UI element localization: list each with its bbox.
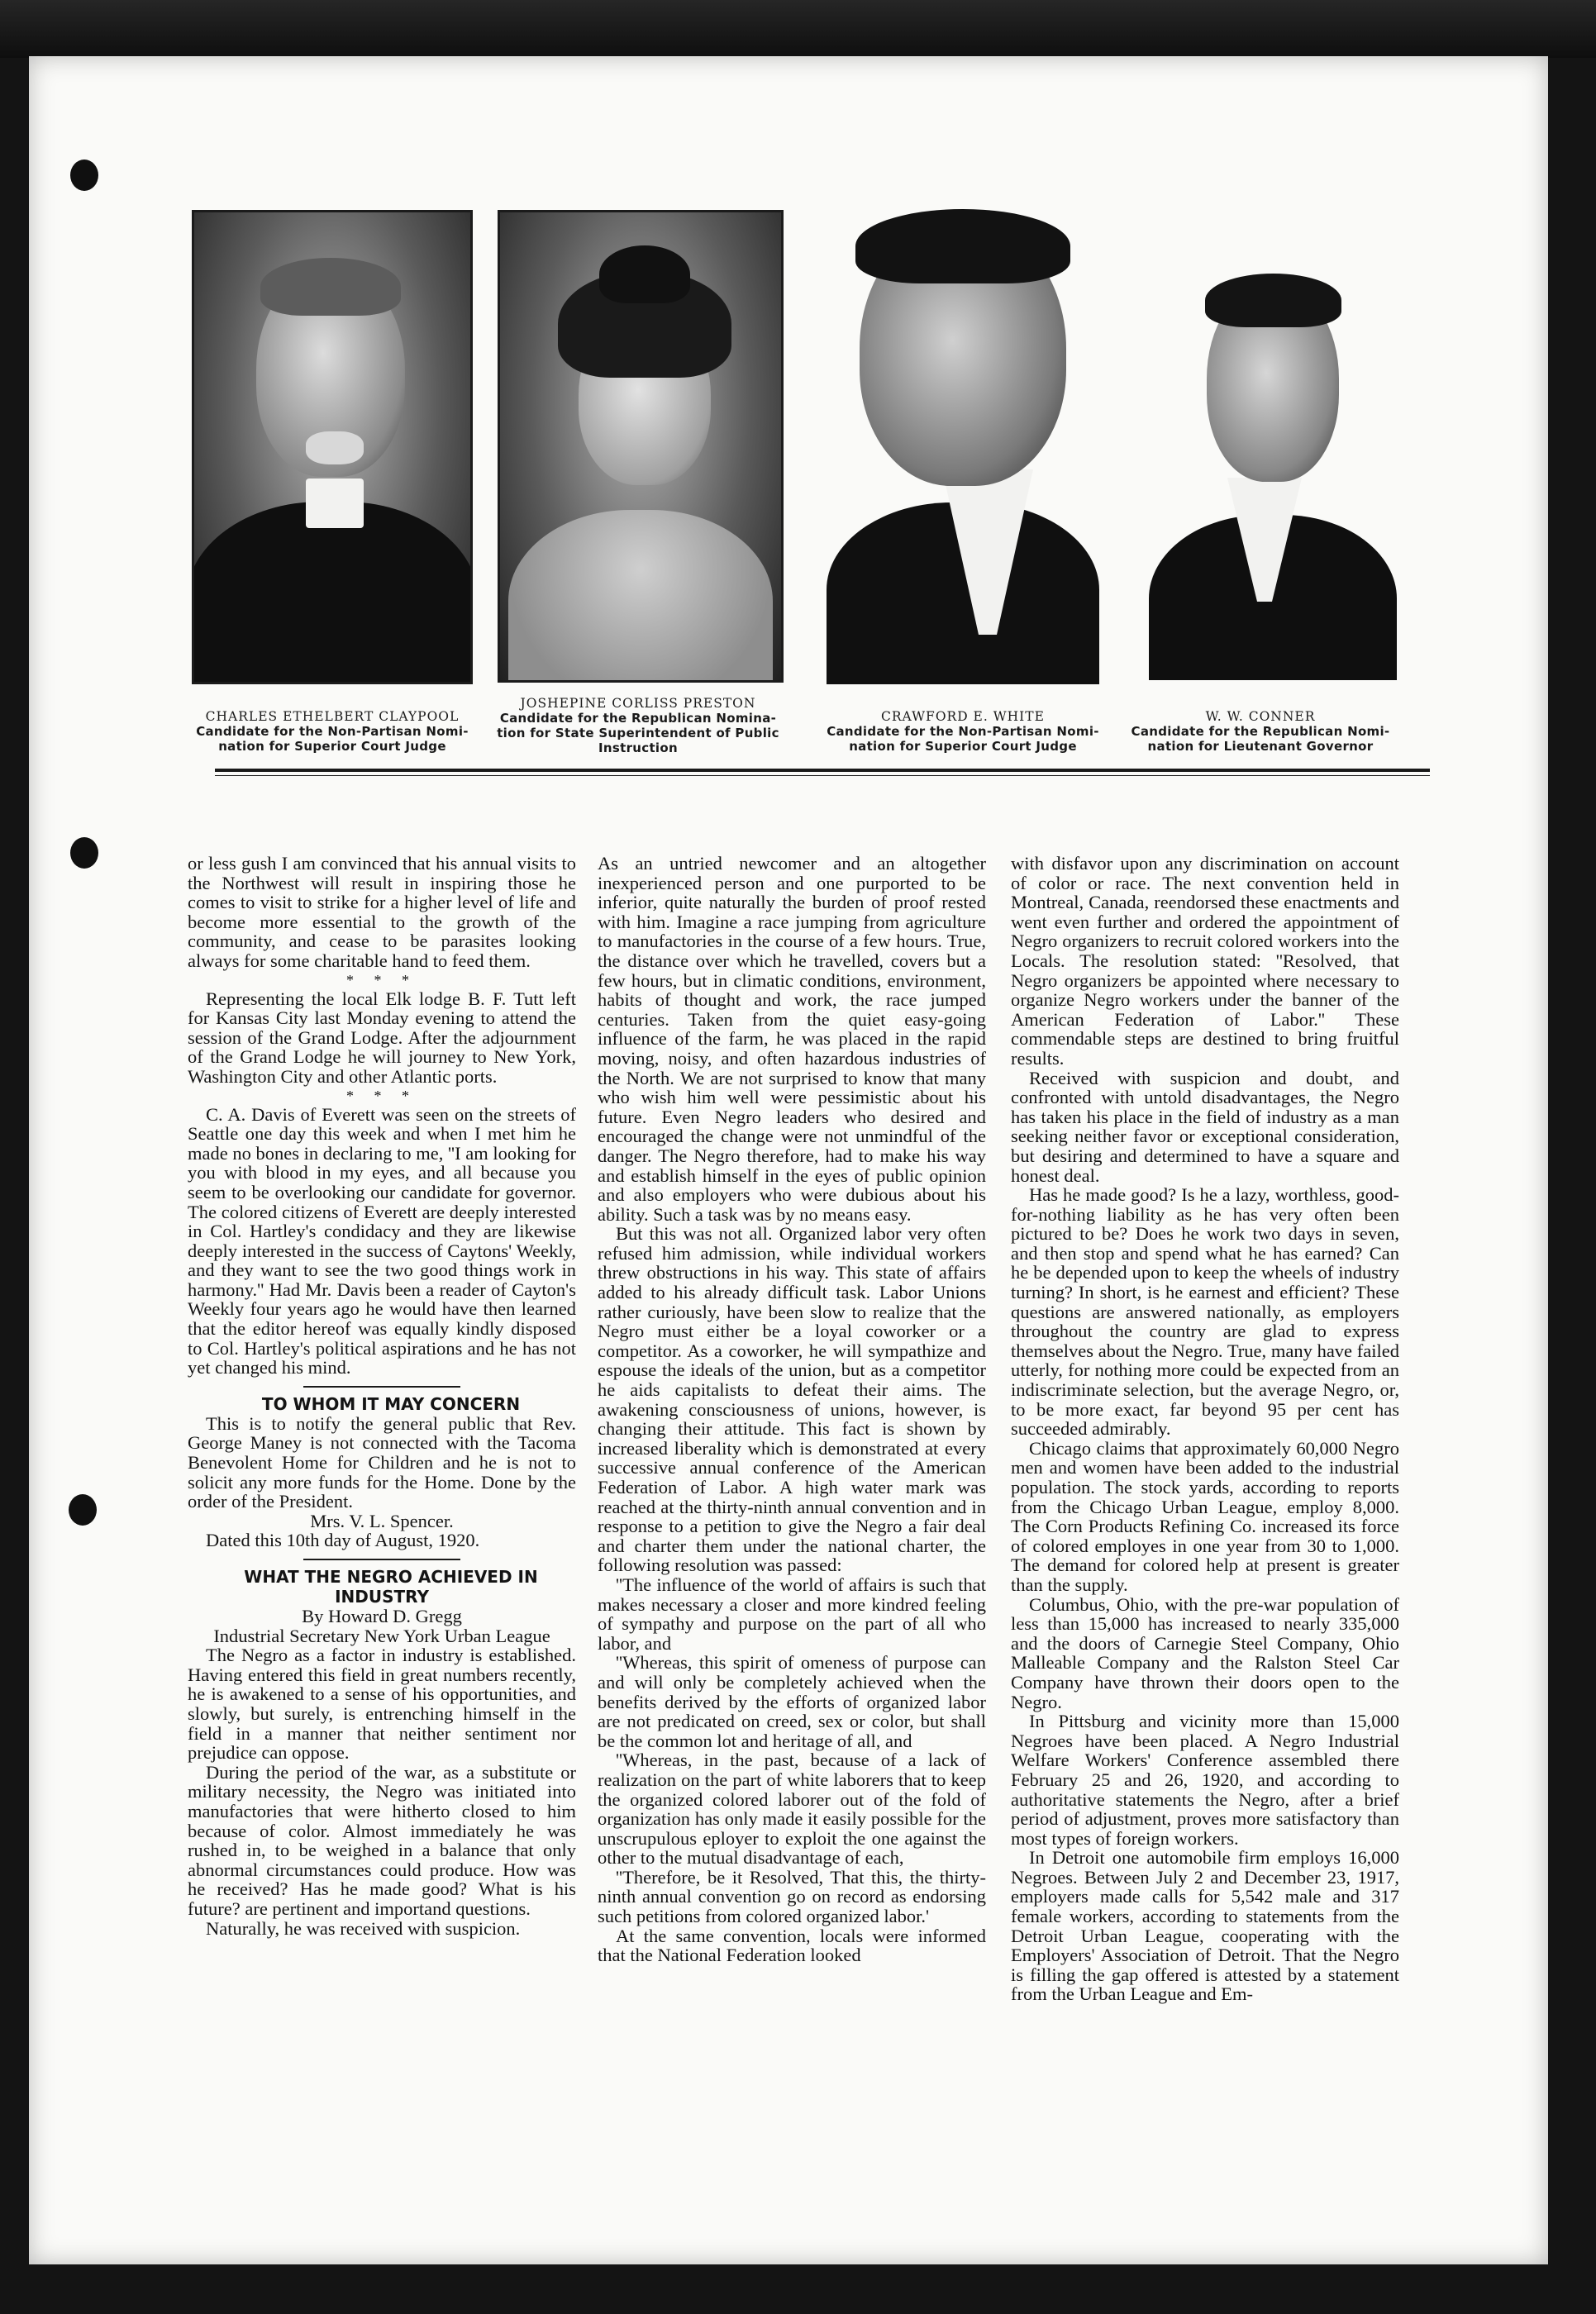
byline: By Howard D. Gregg bbox=[302, 1606, 462, 1626]
portrait-name: CRAWFORD E. WHITE bbox=[881, 709, 1045, 724]
section-divider bbox=[215, 775, 1430, 776]
paragraph: Representing the local Elk lodge B. F. Tutt left for Kansas City last Monday evening to attend the session of the Grand Lodge. After the adjournment of the Grand Lodge he will journey to New York, Washington City and other Atlantic ports. bbox=[188, 988, 576, 1087]
section-separator: * * * bbox=[346, 1087, 417, 1104]
portrait-description: Candidate for the Republican Nomi- nation for Lieutenant Governor bbox=[1131, 724, 1390, 754]
portrait-photo-conner bbox=[1141, 267, 1405, 680]
newspaper-page bbox=[29, 56, 1548, 2264]
byline-title: Industrial Secretary New York Urban League bbox=[213, 1625, 550, 1646]
paragraph: Chicago claims that approximately 60,000 Negro men and women have been added to the industrial population. The stock yards, according to reports from the Chicago Urban League, employ 8,000. The Corn Products Refining Co. increased its force of colored employes in one year from 30 to 1,000. The demand for colored help at present is greater than the supply. bbox=[1011, 1437, 1399, 1595]
scan-border-top bbox=[0, 0, 1596, 58]
binder-hole bbox=[70, 837, 98, 869]
portrait-name: JOSHEPINE CORLISS PRESTON bbox=[520, 696, 756, 711]
portrait-description: Candidate for the Non-Partisan Nomi- nation for Superior Court Judge bbox=[827, 724, 1099, 754]
paragraph: This is to notify the general public that Rev. George Maney is not connected with the Tacoma Benevolent Home for Children and he is not to solicit any more funds for the Home. Done by the order of the President. bbox=[188, 1412, 576, 1512]
paragraph: At the same convention, locals were informed that the National Federation looked bbox=[598, 1925, 986, 1966]
text-column-3 bbox=[1011, 854, 1399, 2004]
portrait-name: CHARLES ETHELBERT CLAYPOOL bbox=[205, 709, 460, 724]
portrait-caption bbox=[183, 709, 481, 754]
paragraph: with disfavor upon any discrimination on account of color or race. The next convention held in Montreal, Canada, reendorsed these enactments and went even further and ordered the appointment of Negro organizers to recruit colored workers into the Locals. The resolution stated: ''Resolved, that Negro organizers be appointed where necessary to organize Negro workers under the banner of the American Federation of Labor.'' These commendable steps are destined to bring fruitful results. bbox=[1011, 853, 1399, 1069]
portrait-name: W. W. CONNER bbox=[1205, 709, 1316, 724]
paragraph: ''Whereas, this spirit of omeness of purpose can and will only be completely achieved when the benefits derived by the efforts of organized labor are not predicated on creed, sex or color, but shall be the common lot and heritage of all, and bbox=[598, 1652, 986, 1751]
article-heading: WHAT THE NEGRO ACHIEVED IN INDUSTRY bbox=[244, 1567, 538, 1607]
paragraph: The Negro as a factor in industry is established. Having entered this field in great numbers recently, he is awakened to a sense of his opportunities, and slowly, but surely, is entrenching himself in the field in a manner that neither sentiment nor prejudice can oppose. bbox=[188, 1645, 576, 1764]
portrait-description: Candidate for the Non-Partisan Nomi- nation for Superior Court Judge bbox=[196, 724, 469, 754]
paragraph: During the period of the war, as a substitute or military necessity, the Negro was initiated into manufactories that were hitherto closed to him because of color. Almost immediately he was rushed in, to be weighed in a balance that only abnormal circumstances could produce. How was he received? Has he made good? What is his future? are pertinent and importand questions. bbox=[188, 1761, 576, 1919]
portrait-photo-claypool bbox=[192, 210, 473, 684]
paragraph: As an untried newcomer and an altogether inexperienced person and one purported to be inferior, quite naturally the burden of proof rested with him. Imagine a race jumping from agriculture to manufactories in the course of a few hours. True, the distance over which he travelled, covers but a few hours, but in climatic conditions, environment, habits of thought and work, the race jumped centuries. Taken from the quiet easy-going influence of the farm, he was placed in the rapid moving, noisy, and often hazardous industries of the North. We are not surprised to know that many who wish him well were pessimistic about his future. Even Negro leaders who desired and encouraged the change were not unmindful of the danger. The Negro therefore, had to make his way and establish himself in the eyes of public opinion and also employers who were dubious about his ability. Such a task was by no means easy. bbox=[598, 853, 986, 1225]
portrait-description: Candidate for the Republican Nomina- tion for State Superintendent of Public Instruction bbox=[497, 711, 779, 755]
binder-hole bbox=[69, 1494, 97, 1526]
paragraph: ''The influence of the world of affairs is such that makes necessary a closer and more kindred feeling of sympathy and purpose on the part of all who labor, and bbox=[598, 1574, 986, 1654]
paragraph: C. A. Davis of Everett was seen on the streets of Seattle one day this week and when I met him he made no bones in declaring to me, ''I am looking for you with blood in my eyes, and all because you seem to be overlooking our candidate for governor. The colored citizens of Everett are deeply interested in Col. Hartley's condidacy and they are likewise deeply interested in the success of Caytons' Weekly, and they want to see the two good things work in harmony.'' Had Mr. Davis been a reader of Cayton's Weekly four years ago he would have then learned that the editor hereof was equally kindly disposed to Col. Hartley's political aspirations and he has not yet changed his mind. bbox=[188, 1103, 576, 1378]
paragraph: In Detroit one automobile firm employs 16,000 Negroes. Between July 2 and December 23, 1917, employers made calls for 5,542 male and 317 female workers, according to statements from the Detroit Urban League, cooperating with the Employers' Association of Detroit. That the Negro is filling the gap offered is attested by a statement from the Urban League and Em- bbox=[1011, 1847, 1399, 2005]
paragraph: In Pittsburg and vicinity more than 15,000 Negroes have been placed. A Negro Industrial Welfare Workers' Conference assembled there February 25 and 26, 1920, and according to authoritative statements the Negro, after a brief period of adjustment, proves more satisfactory than most types of foreign workers. bbox=[1011, 1711, 1399, 1849]
paragraph: Has he made good? Is he a lazy, worthless, good-for-nothing liability as he has very often been pictured to be? Does he work two days in seven, and then stop and spend what he has earned? Can he be depended upon to keep the wheels of industry turning? In short, is he earnest and efficient? These questions are answered nationally, as employers throughout the country are glad to express themselves about the Negro. True, many have failed utterly, for nothing more could be expected from an indiscriminate selection, but the average Negro, or, to be more exact, far beyond 95 per cent has succeeded admirably. bbox=[1011, 1184, 1399, 1440]
section-divider bbox=[215, 769, 1430, 772]
portrait-photo-white bbox=[818, 205, 1116, 684]
notice-signature: Mrs. V. L. Spencer. bbox=[310, 1510, 454, 1531]
paragraph: or less gush I am convinced that his annual visits to the Northwest will result in inspiring those he comes to visit to strike for a higher level of life and become more essential to the growth of the community, and cease to be parasites looking always for some charitable hand to feed them. bbox=[188, 853, 576, 971]
paragraph: ''Therefore, be it Resolved, That this, the thirty-ninth annual convention go on record as endorsing such petitions from colored organized labor.' bbox=[598, 1866, 986, 1927]
binder-hole bbox=[70, 160, 98, 191]
text-column-1 bbox=[188, 854, 576, 1938]
paragraph: Received with suspicion and doubt, and confronted with untold disadvantages, the Negro has taken his place in the field of industry as a man seeking neither favor or exceptional consideration, but desiring and determined to have a square and honest deal. bbox=[1011, 1067, 1399, 1186]
paragraph: Columbus, Ohio, with the pre-war population of less than 15,000 has increased to nearly 335,000 and the doors of Carnegie Steel Company, Ohio Malleable Company and the Ralston Steel Car Company have thrown their doors open to the Negro. bbox=[1011, 1593, 1399, 1712]
notice-heading: TO WHOM IT MAY CONCERN bbox=[261, 1393, 521, 1414]
portrait-caption bbox=[489, 696, 787, 755]
notice-date: Dated this 10th day of August, 1920. bbox=[206, 1530, 480, 1551]
paragraph: But this was not all. Organized labor very often refused him admission, while individual workers threw obstructions in his way. This state of affairs added to his already difficult task. Labor Unions rather curiously, have been slow to realize that the Negro must either be a loyal coworker or a competitor. As a coworker, he will sympathize and espouse the ideals of the union, but as a competitor he aids capitalists to defeat their aims. The awakening consciousness of unions, however, is changing their attitude. This fact is shown by increased liberality which is demonstrated at every successive annual conference of the American Federation of Labor. A high water mark was reached at the thirty-ninth annual convention and in response to a petition to give the Negro a fair deal and charter them under the national charter, the following resolution was passed: bbox=[598, 1223, 986, 1576]
divider bbox=[303, 1386, 460, 1388]
portrait-caption bbox=[802, 709, 1124, 754]
divider bbox=[303, 1559, 460, 1560]
section-separator: * * * bbox=[346, 971, 417, 988]
paragraph: Naturally, he was received with suspicion. bbox=[206, 1917, 521, 1939]
paragraph: ''Whereas, in the past, because of a lack of realization on the part of white laborers that to keep the organized colored laborer out of the fold of organization has only made it easily possible for the unscrupulous eployer to exploit the one against the other to the mutual disadvantage of each, bbox=[598, 1750, 986, 1869]
portrait-photo-preston bbox=[498, 210, 784, 683]
text-column-2 bbox=[598, 854, 986, 1965]
portrait-caption bbox=[1108, 709, 1413, 754]
